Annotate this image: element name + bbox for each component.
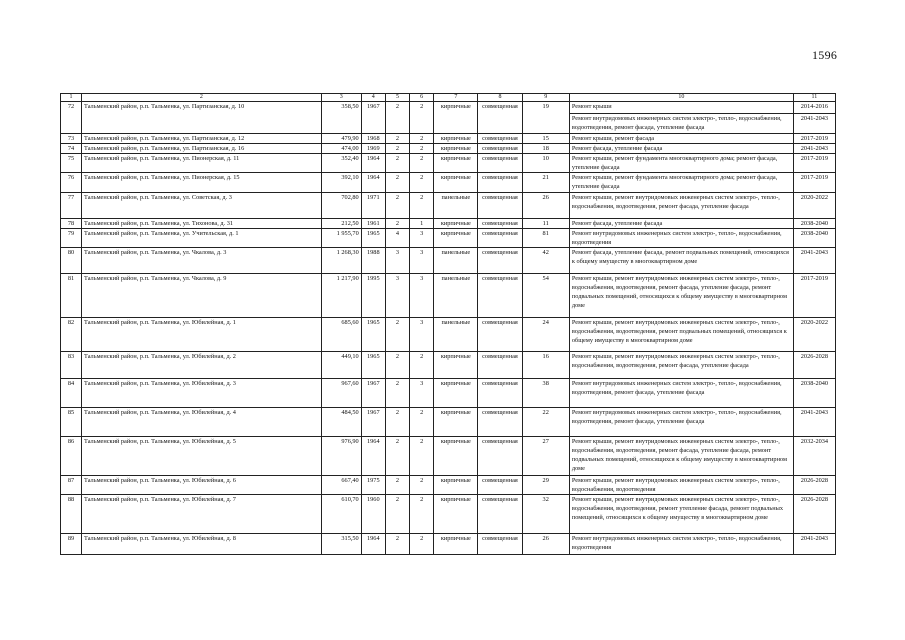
row-year: 1965 (361, 352, 385, 379)
row-address: Тальменский район, р.п. Тальменка, ул. Тихонова, д. 31 (82, 219, 322, 229)
row-area: 1 217,90 (321, 274, 361, 318)
row-wall-material: кирпичные (434, 219, 478, 229)
row-area: 479,90 (321, 134, 361, 144)
row-roof-type: совмещенная (478, 379, 522, 408)
row-work-period: 2038-2040 (793, 229, 835, 248)
row-wall-material: кирпичные (434, 408, 478, 437)
row-number: 84 (61, 379, 82, 408)
row-work-description: Ремонт внутридомовых инженерных систем электро-, тепло-, водоснабжения, водоотведения (569, 229, 793, 248)
table-row (61, 102, 836, 114)
row-address: Тальменский район, р.п. Тальменка, ул. Партизанская, д. 10 (82, 102, 322, 134)
row-entrances: 2 (410, 408, 434, 437)
row-floors: 3 (385, 274, 409, 318)
table-row (61, 495, 836, 534)
row-roof-type: совмещенная (478, 318, 522, 352)
row-floors: 2 (385, 144, 409, 154)
row-residents: 81 (522, 229, 569, 248)
row-work-period: 2038-2040 (793, 219, 835, 229)
row-year: 1967 (361, 102, 385, 134)
row-roof-type: совмещенная (478, 248, 522, 274)
row-number: 74 (61, 144, 82, 154)
row-work-period: 2017-2019 (793, 274, 835, 318)
row-roof-type: совмещенная (478, 154, 522, 173)
row-work-description: Ремонт крыши (569, 102, 793, 114)
row-wall-material: панельные (434, 193, 478, 219)
row-work-description: Ремонт внутридомовых инженерных систем электро-, тепло-, водоснабжения, водоотведения, ремонт фасада, утепление фасада (569, 408, 793, 437)
col-number: 10 (569, 94, 793, 102)
row-wall-material: кирпичные (434, 144, 478, 154)
row-floors: 2 (385, 352, 409, 379)
row-area: 352,40 (321, 154, 361, 173)
row-year: 1975 (361, 476, 385, 495)
row-address: Тальменский район, р.п. Тальменка, ул. Учительская, д. 1 (82, 229, 322, 248)
row-number: 75 (61, 154, 82, 173)
row-area: 212,50 (321, 219, 361, 229)
row-entrances: 2 (410, 495, 434, 534)
table-row (61, 248, 836, 274)
row-work-description: Ремонт внутридомовых инженерных систем электро-, тепло-, водоснабжения, водоотведения, ремонт фасада, утепление фасада (569, 379, 793, 408)
row-work-description: Ремонт крыши, ремонт внутридомовых инженерных систем электро-, тепло-, водоснабжения, водоотведения, ремонт утепление фасада, ремонт подвальных помещений, относящихся к общему имуществу в многоквартирном доме (569, 495, 793, 534)
row-work-period: 2017-2019 (793, 154, 835, 173)
row-wall-material: кирпичные (434, 134, 478, 144)
row-number: 73 (61, 134, 82, 144)
row-work-period: 2041-2043 (793, 534, 835, 555)
row-residents: 18 (522, 144, 569, 154)
row-area: 449,10 (321, 352, 361, 379)
row-floors: 2 (385, 173, 409, 193)
row-year: 1964 (361, 534, 385, 555)
row-work-period: 2017-2019 (793, 134, 835, 144)
row-residents: 27 (522, 437, 569, 476)
row-roof-type: совмещенная (478, 274, 522, 318)
row-address: Тальменский район, р.п. Тальменка, ул. Юбилейная, д. 2 (82, 352, 322, 379)
row-address: Тальменский район, р.п. Тальменка, ул. Юбилейная, д. 4 (82, 408, 322, 437)
row-floors: 2 (385, 102, 409, 134)
row-year: 1964 (361, 154, 385, 173)
row-work-description: Ремонт крыши, ремонт фундамента многоквартирного дома; ремонт фасада, утепление фасада (569, 173, 793, 193)
row-work-period: 2041-2043 (793, 144, 835, 154)
table-row (61, 144, 836, 154)
row-work-description: Ремонт крыши, ремонт внутридомовых инженерных систем электро-, тепло-, водоснабжения, водоотведения, ремонт фасада, утепление фасада, ремонт подвальных помещений, относящихся к общему имуществу в многоквартирном доме (569, 437, 793, 476)
row-wall-material: кирпичные (434, 534, 478, 555)
row-residents: 21 (522, 173, 569, 193)
row-area: 685,60 (321, 318, 361, 352)
row-floors: 2 (385, 379, 409, 408)
row-work-period: 2038-2040 (793, 379, 835, 408)
table-row (61, 476, 836, 495)
row-floors: 2 (385, 154, 409, 173)
column-number-row (61, 94, 836, 102)
row-address: Тальменский район, р.п. Тальменка, ул. Советская, д. 3 (82, 193, 322, 219)
row-wall-material: кирпичные (434, 379, 478, 408)
page-number: 1596 (812, 48, 838, 62)
row-area: 1 268,30 (321, 248, 361, 274)
row-floors: 2 (385, 318, 409, 352)
col-number: 4 (361, 94, 385, 102)
table-row (61, 219, 836, 229)
row-floors: 2 (385, 219, 409, 229)
row-year: 1967 (361, 379, 385, 408)
row-entrances: 2 (410, 154, 434, 173)
row-residents: 11 (522, 219, 569, 229)
row-year: 1960 (361, 495, 385, 534)
row-roof-type: совмещенная (478, 437, 522, 476)
table-row (61, 352, 836, 379)
row-residents: 24 (522, 318, 569, 352)
row-work-description: Ремонт фасада, утепление фасада (569, 219, 793, 229)
col-number: 2 (82, 94, 322, 102)
row-work-period: 2041-2043 (793, 408, 835, 437)
row-entrances: 3 (410, 274, 434, 318)
row-entrances: 2 (410, 102, 434, 134)
row-floors: 2 (385, 495, 409, 534)
row-number: 88 (61, 495, 82, 534)
row-area: 667,40 (321, 476, 361, 495)
row-entrances: 3 (410, 379, 434, 408)
row-work-period: 2032-2034 (793, 437, 835, 476)
row-wall-material: кирпичные (434, 229, 478, 248)
row-wall-material: панельные (434, 248, 478, 274)
row-residents: 26 (522, 193, 569, 219)
row-address: Тальменский район, р.п. Тальменка, ул. Чкалова, д. 9 (82, 274, 322, 318)
row-residents: 19 (522, 102, 569, 134)
row-area: 702,80 (321, 193, 361, 219)
row-roof-type: совмещенная (478, 102, 522, 134)
row-work-description: Ремонт фасада, утепление фасада, ремонт подвальных помещений, относящихся к общему имуществу в многоквартирном доме (569, 248, 793, 274)
row-roof-type: совмещенная (478, 476, 522, 495)
col-number: 6 (410, 94, 434, 102)
row-area: 967,60 (321, 379, 361, 408)
table-row (61, 134, 836, 144)
row-address: Тальменский район, р.п. Тальменка, ул. Юбилейная, д. 3 (82, 379, 322, 408)
row-number: 82 (61, 318, 82, 352)
row-floors: 4 (385, 229, 409, 248)
row-work-description: Ремонт внутридомовых инженерных систем электро-, тепло-, водоснабжения, водоотведения, ремонт фасада, утепление фасада (569, 114, 793, 134)
row-year: 1964 (361, 173, 385, 193)
row-floors: 3 (385, 248, 409, 274)
row-address: Тальменский район, р.п. Тальменка, ул. Юбилейная, д. 1 (82, 318, 322, 352)
row-entrances: 2 (410, 352, 434, 379)
col-number: 3 (321, 94, 361, 102)
row-entrances: 2 (410, 173, 434, 193)
table-row (61, 173, 836, 193)
row-roof-type: совмещенная (478, 229, 522, 248)
row-entrances: 1 (410, 219, 434, 229)
registry-body (61, 102, 836, 555)
row-address: Тальменский район, р.п. Тальменка, ул. Партизанская, д. 12 (82, 134, 322, 144)
row-work-period: 2014-2016 (793, 102, 835, 114)
row-entrances: 3 (410, 318, 434, 352)
table-row (61, 408, 836, 437)
row-entrances: 2 (410, 144, 434, 154)
row-residents: 10 (522, 154, 569, 173)
row-number: 83 (61, 352, 82, 379)
row-work-description: Ремонт крыши, ремонт внутридомовых инженерных систем электро-, тепло-, водоснабжения, водоотведения, ремонт фасада, утепление фасада (569, 352, 793, 379)
row-work-period: 2020-2022 (793, 318, 835, 352)
row-year: 1969 (361, 144, 385, 154)
row-roof-type: совмещенная (478, 193, 522, 219)
row-number: 85 (61, 408, 82, 437)
row-residents: 15 (522, 134, 569, 144)
row-year: 1971 (361, 193, 385, 219)
row-number: 76 (61, 173, 82, 193)
row-wall-material: кирпичные (434, 495, 478, 534)
row-entrances: 2 (410, 193, 434, 219)
row-work-description: Ремонт крыши, ремонт фасада (569, 134, 793, 144)
row-work-period: 2020-2022 (793, 193, 835, 219)
col-number: 8 (478, 94, 522, 102)
row-floors: 2 (385, 408, 409, 437)
row-address: Тальменский район, р.п. Тальменка, ул. Юбилейная, д. 6 (82, 476, 322, 495)
row-year: 1968 (361, 134, 385, 144)
row-roof-type: совмещенная (478, 534, 522, 555)
row-residents: 42 (522, 248, 569, 274)
row-address: Тальменский район, р.п. Тальменка, ул. Юбилейная, д. 5 (82, 437, 322, 476)
table-row (61, 437, 836, 476)
row-year: 1965 (361, 318, 385, 352)
row-address: Тальменский район, р.п. Тальменка, ул. Чкалова, д. 3 (82, 248, 322, 274)
table-row (61, 229, 836, 248)
row-roof-type: совмещенная (478, 495, 522, 534)
row-work-period: 2041-2043 (793, 248, 835, 274)
row-year: 1967 (361, 408, 385, 437)
row-floors: 2 (385, 437, 409, 476)
col-number: 5 (385, 94, 409, 102)
row-number: 77 (61, 193, 82, 219)
row-residents: 22 (522, 408, 569, 437)
row-area: 610,70 (321, 495, 361, 534)
table-row (61, 534, 836, 555)
row-work-period: 2017-2019 (793, 173, 835, 193)
row-work-description: Ремонт внутридомовых инженерных систем электро-, тепло-, водоснабжения, водоотведения (569, 534, 793, 555)
table-row (61, 318, 836, 352)
row-work-description: Ремонт фасада, утепление фасада (569, 144, 793, 154)
housing-registry-table (60, 93, 836, 555)
row-floors: 2 (385, 193, 409, 219)
col-number: 1 (61, 94, 82, 102)
row-number: 81 (61, 274, 82, 318)
row-wall-material: панельные (434, 274, 478, 318)
table-row (61, 154, 836, 173)
row-area: 392,10 (321, 173, 361, 193)
row-area: 976,90 (321, 437, 361, 476)
row-area: 358,50 (321, 102, 361, 134)
row-entrances: 3 (410, 229, 434, 248)
row-number: 86 (61, 437, 82, 476)
row-work-description: Ремонт крыши, ремонт внутридомовых инженерных систем электро-, тепло-, водоснабжения, водоотведения (569, 476, 793, 495)
row-year: 1965 (361, 229, 385, 248)
row-floors: 2 (385, 534, 409, 555)
row-work-description: Ремонт крыши, ремонт внутридомовых инженерных систем электро-, тепло-, водоснабжения, водоотведения, ремонт подвальных помещений, относящихся к общему имуществу в многоквартирном доме (569, 318, 793, 352)
col-number: 9 (522, 94, 569, 102)
row-entrances: 2 (410, 476, 434, 495)
row-roof-type: совмещенная (478, 408, 522, 437)
row-work-period: 2026-2028 (793, 495, 835, 534)
row-wall-material: панельные (434, 318, 478, 352)
row-work-period: 2026-2028 (793, 352, 835, 379)
row-wall-material: кирпичные (434, 154, 478, 173)
row-roof-type: совмещенная (478, 144, 522, 154)
row-floors: 2 (385, 134, 409, 144)
row-address: Тальменский район, р.п. Тальменка, ул. Юбилейная, д. 8 (82, 534, 322, 555)
row-wall-material: кирпичные (434, 352, 478, 379)
col-number: 11 (793, 94, 835, 102)
row-address: Тальменский район, р.п. Тальменка, ул. Пионерская, д. 15 (82, 173, 322, 193)
row-area: 1 955,70 (321, 229, 361, 248)
row-area: 315,50 (321, 534, 361, 555)
row-number: 80 (61, 248, 82, 274)
row-wall-material: кирпичные (434, 437, 478, 476)
row-entrances: 2 (410, 437, 434, 476)
row-roof-type: совмещенная (478, 173, 522, 193)
row-area: 474,00 (321, 144, 361, 154)
row-work-period: 2026-2028 (793, 476, 835, 495)
row-roof-type: совмещенная (478, 134, 522, 144)
row-year: 1988 (361, 248, 385, 274)
table-row (61, 379, 836, 408)
row-entrances: 2 (410, 134, 434, 144)
row-residents: 16 (522, 352, 569, 379)
table-row (61, 274, 836, 318)
row-residents: 38 (522, 379, 569, 408)
row-number: 89 (61, 534, 82, 555)
row-work-description: Ремонт крыши, ремонт фундамента многоквартирного дома; ремонт фасада, утепление фасада (569, 154, 793, 173)
row-wall-material: кирпичные (434, 173, 478, 193)
row-floors: 2 (385, 476, 409, 495)
row-work-description: Ремонт крыши, ремонт внутридомовых инженерных систем электро-, тепло-, водоснабжения, водоотведения, ремонт фасада, утепление фасада (569, 193, 793, 219)
row-address: Тальменский район, р.п. Тальменка, ул. Пионерская, д. 11 (82, 154, 322, 173)
row-residents: 26 (522, 534, 569, 555)
row-work-period: 2041-2043 (793, 114, 835, 134)
row-year: 1961 (361, 219, 385, 229)
row-residents: 54 (522, 274, 569, 318)
row-area: 484,50 (321, 408, 361, 437)
row-work-description: Ремонт крыши, ремонт внутридомовых инженерных систем электро-, тепло-, водоснабжения, водоотведения, ремонт фасада, утепление фасада, ремонт подвальных помещений, относящихся к общему имуществу в многоквартирном доме (569, 274, 793, 318)
table-row (61, 193, 836, 219)
row-number: 79 (61, 229, 82, 248)
row-year: 1964 (361, 437, 385, 476)
row-year: 1995 (361, 274, 385, 318)
row-address: Тальменский район, р.п. Тальменка, ул. Партизанская, д. 16 (82, 144, 322, 154)
row-entrances: 2 (410, 534, 434, 555)
row-wall-material: кирпичные (434, 102, 478, 134)
col-number: 7 (434, 94, 478, 102)
row-entrances: 3 (410, 248, 434, 274)
row-roof-type: совмещенная (478, 219, 522, 229)
row-residents: 32 (522, 495, 569, 534)
row-residents: 29 (522, 476, 569, 495)
row-number: 78 (61, 219, 82, 229)
row-number: 87 (61, 476, 82, 495)
row-wall-material: кирпичные (434, 476, 478, 495)
row-number: 72 (61, 102, 82, 134)
row-roof-type: совмещенная (478, 352, 522, 379)
row-address: Тальменский район, р.п. Тальменка, ул. Юбилейная, д. 7 (82, 495, 322, 534)
